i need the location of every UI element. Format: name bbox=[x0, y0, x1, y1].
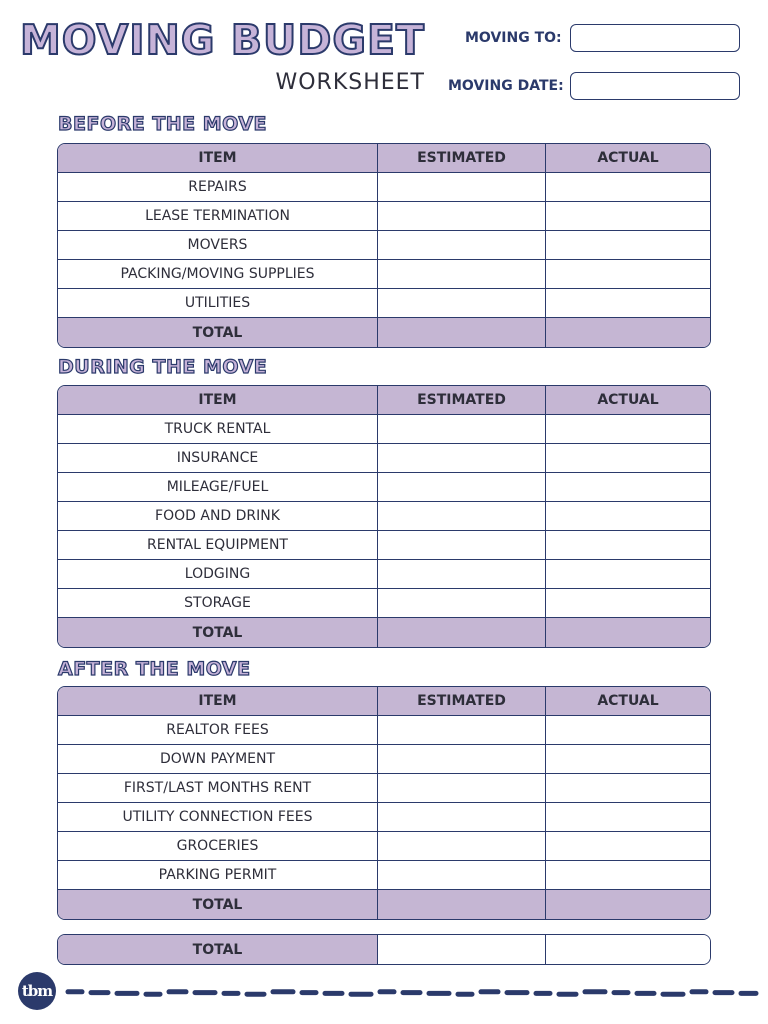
table-row bbox=[58, 861, 710, 890]
moving-date-label: MOVING DATE: bbox=[448, 78, 564, 94]
column-header-item: ITEM bbox=[58, 144, 378, 172]
column-header-actual: ACTUAL bbox=[597, 392, 659, 408]
worksheet-subtitle: WORKSHEET bbox=[275, 70, 425, 95]
table-row bbox=[58, 202, 710, 231]
moving-date-field[interactable] bbox=[570, 72, 740, 100]
actual-cell[interactable] bbox=[546, 502, 710, 530]
item-label: STORAGE bbox=[58, 589, 378, 617]
table-row bbox=[58, 289, 710, 318]
grand-total-actual-cell[interactable] bbox=[546, 935, 710, 964]
estimated-cell[interactable] bbox=[378, 589, 546, 617]
estimated-cell[interactable] bbox=[378, 473, 546, 501]
estimated-cell[interactable] bbox=[378, 173, 546, 201]
section-heading-after: AFTER THE MOVE bbox=[58, 658, 251, 680]
table-row bbox=[58, 803, 710, 832]
estimated-cell[interactable] bbox=[378, 444, 546, 472]
item-label: PARKING PERMIT bbox=[58, 861, 378, 889]
table-row bbox=[58, 173, 710, 202]
grand-total-label: TOTAL bbox=[58, 935, 378, 964]
table-header-row bbox=[58, 144, 710, 173]
estimated-cell[interactable] bbox=[378, 502, 546, 530]
section-total-estimated-cell[interactable] bbox=[378, 890, 546, 919]
section-total-row bbox=[58, 890, 710, 919]
table-row bbox=[58, 415, 710, 444]
worksheet-title: MOVING BUDGET bbox=[20, 16, 425, 64]
estimated-cell[interactable] bbox=[378, 832, 546, 860]
before-move-table bbox=[57, 143, 711, 348]
table-row bbox=[58, 260, 710, 289]
actual-cell[interactable] bbox=[546, 560, 710, 588]
item-label: DOWN PAYMENT bbox=[58, 745, 378, 773]
section-total-actual-cell[interactable] bbox=[546, 318, 710, 347]
estimated-cell[interactable] bbox=[378, 803, 546, 831]
decorative-dash-line bbox=[64, 984, 764, 1004]
estimated-cell[interactable] bbox=[378, 861, 546, 889]
table-row bbox=[58, 502, 710, 531]
item-label: PACKING/MOVING SUPPLIES bbox=[58, 260, 378, 288]
item-label: REPAIRS bbox=[58, 173, 378, 201]
table-row bbox=[58, 589, 710, 618]
section-total-label: TOTAL bbox=[58, 618, 378, 647]
section-heading-during: DURING THE MOVE bbox=[58, 356, 268, 378]
column-header-item: ITEM bbox=[58, 687, 378, 715]
estimated-cell[interactable] bbox=[378, 560, 546, 588]
actual-cell[interactable] bbox=[546, 531, 710, 559]
column-header-estimated: ESTIMATED bbox=[378, 144, 546, 172]
actual-cell[interactable] bbox=[546, 173, 710, 201]
table-row bbox=[58, 560, 710, 589]
actual-cell[interactable] bbox=[546, 716, 710, 744]
table-header-row bbox=[58, 687, 710, 716]
actual-cell[interactable] bbox=[546, 231, 710, 259]
item-label: FOOD AND DRINK bbox=[58, 502, 378, 530]
actual-cell[interactable] bbox=[546, 260, 710, 288]
column-header-estimated: ESTIMATED bbox=[378, 386, 546, 414]
item-label: GROCERIES bbox=[58, 832, 378, 860]
section-total-label: TOTAL bbox=[58, 890, 378, 919]
item-label: MOVERS bbox=[58, 231, 378, 259]
item-label: FIRST/LAST MONTHS RENT bbox=[58, 774, 378, 802]
table-row bbox=[58, 531, 710, 560]
table-row bbox=[58, 774, 710, 803]
item-label: LODGING bbox=[58, 560, 378, 588]
item-label: UTILITIES bbox=[58, 289, 378, 317]
item-label: INSURANCE bbox=[58, 444, 378, 472]
item-label: RENTAL EQUIPMENT bbox=[58, 531, 378, 559]
section-total-label: TOTAL bbox=[58, 318, 378, 347]
item-label: LEASE TERMINATION bbox=[58, 202, 378, 230]
column-header-actual: ACTUAL bbox=[597, 693, 659, 709]
actual-cell[interactable] bbox=[546, 202, 710, 230]
actual-cell[interactable] bbox=[546, 415, 710, 443]
estimated-cell[interactable] bbox=[378, 202, 546, 230]
table-row bbox=[58, 473, 710, 502]
estimated-cell[interactable] bbox=[378, 231, 546, 259]
table-row bbox=[58, 832, 710, 861]
actual-cell[interactable] bbox=[546, 589, 710, 617]
actual-cell[interactable] bbox=[546, 289, 710, 317]
section-total-estimated-cell[interactable] bbox=[378, 318, 546, 347]
moving-to-field[interactable] bbox=[570, 24, 740, 52]
estimated-cell[interactable] bbox=[378, 774, 546, 802]
actual-cell[interactable] bbox=[546, 861, 710, 889]
estimated-cell[interactable] bbox=[378, 716, 546, 744]
actual-cell[interactable] bbox=[546, 745, 710, 773]
item-label: REALTOR FEES bbox=[58, 716, 378, 744]
section-total-row bbox=[58, 618, 710, 647]
grand-total-row bbox=[57, 934, 711, 965]
item-label: MILEAGE/FUEL bbox=[58, 473, 378, 501]
tbm-logo: tbm bbox=[18, 972, 56, 1010]
actual-cell[interactable] bbox=[546, 832, 710, 860]
section-heading-before: BEFORE THE MOVE bbox=[58, 113, 268, 135]
estimated-cell[interactable] bbox=[378, 289, 546, 317]
column-header-actual: ACTUAL bbox=[597, 150, 659, 166]
section-total-row bbox=[58, 318, 710, 347]
actual-cell[interactable] bbox=[546, 444, 710, 472]
table-header-row bbox=[58, 386, 710, 415]
table-row bbox=[58, 716, 710, 745]
actual-cell[interactable] bbox=[546, 473, 710, 501]
column-header-item: ITEM bbox=[58, 386, 378, 414]
estimated-cell[interactable] bbox=[378, 745, 546, 773]
after-move-table bbox=[57, 686, 711, 920]
estimated-cell[interactable] bbox=[378, 415, 546, 443]
column-header-estimated: ESTIMATED bbox=[378, 687, 546, 715]
actual-cell[interactable] bbox=[546, 803, 710, 831]
table-row bbox=[58, 444, 710, 473]
section-total-actual-cell[interactable] bbox=[546, 618, 710, 647]
section-total-actual-cell[interactable] bbox=[546, 890, 710, 919]
item-label: UTILITY CONNECTION FEES bbox=[58, 803, 378, 831]
estimated-cell[interactable] bbox=[378, 531, 546, 559]
actual-cell[interactable] bbox=[546, 774, 710, 802]
item-label: TRUCK RENTAL bbox=[58, 415, 378, 443]
grand-total-estimated-cell[interactable] bbox=[378, 935, 546, 964]
estimated-cell[interactable] bbox=[378, 260, 546, 288]
during-move-table bbox=[57, 385, 711, 648]
table-row bbox=[58, 231, 710, 260]
moving-to-label: MOVING TO: bbox=[465, 30, 562, 46]
section-total-estimated-cell[interactable] bbox=[378, 618, 546, 647]
table-row bbox=[58, 745, 710, 774]
